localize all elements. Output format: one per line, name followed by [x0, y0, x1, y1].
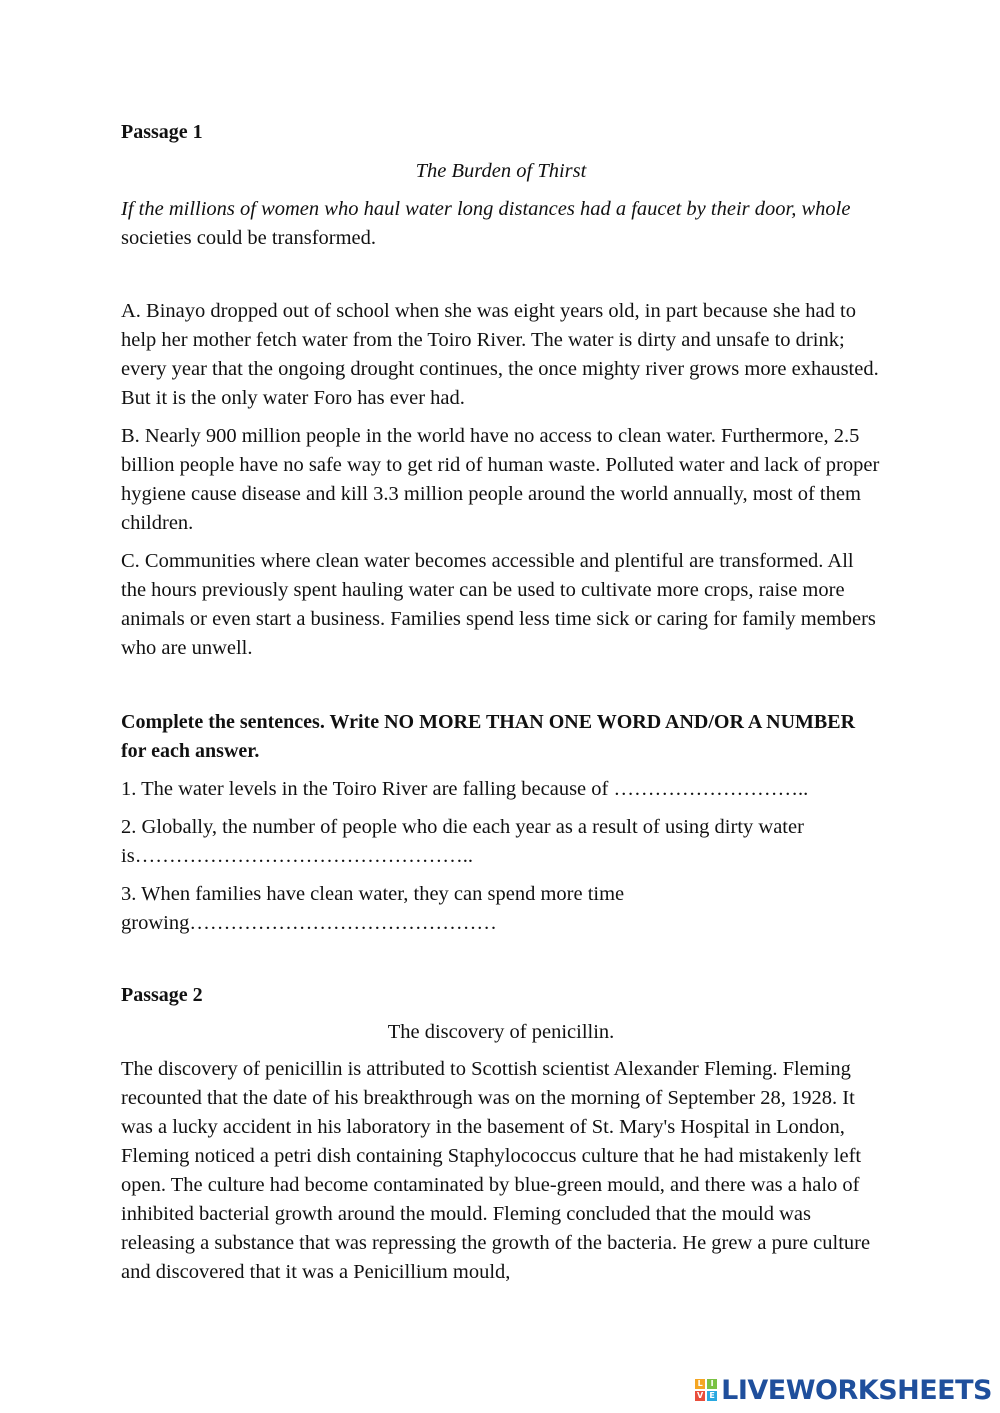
- paragraph-a: A. Binayo dropped out of school when she was eight years old, in part because she had to help her mother fetch water from the Toiro River. The water is dirty and unsafe to drink; every year that the ongoing drought continues, the once mighty river grows more exhausted. But it is the only water Foro has ever had.: [121, 300, 879, 409]
- paragraph-b: B. Nearly 900 million people in the world have no access to clean water. Furthermore, 2.5 billion people have no safe way to get rid of human waste. Polluted water and lack of proper hygiene cause disease and kill 3.3 million people around the world annually, most of them children.: [121, 425, 880, 534]
- logo-mark-letter: V: [697, 1391, 704, 1400]
- question-2: [121, 813, 881, 871]
- passage-2-title: The discovery of penicillin.: [387, 1021, 615, 1043]
- logo-mark-icon: [695, 1379, 717, 1401]
- logo-mark-letter: E: [707, 1391, 717, 1401]
- logo-mark-letter: L: [695, 1379, 705, 1389]
- passage-2-paragraph: The discovery of penicillin is attributed to Scottish scientist Alexander Fleming. Fleming recounted that the date of his breakthrough was on the morning of September 28, 1928. It was a lucky accident in his laboratory in the basement of St. Mary's Hospital in London, Fleming noticed a petri dish containing Staphylococcus culture that he had mistakenly left open. The culture had become contaminated by blue-green mould, and there was a halo of inhibited bacterial growth around the mould. Fleming concluded that the mould was releasing a substance that was repressing the growth of the bacteria. He grew a pure culture and discovered that it was a Penicillium mould,: [121, 1058, 871, 1283]
- subtitle-italic-part: If the millions of women who haul water long distances had a faucet by their door, whole: [121, 198, 851, 220]
- passage-2-heading: Passage 2: [121, 984, 203, 1006]
- answer-blank-1[interactable]: ………………………..: [613, 778, 809, 800]
- subtitle-plain-part: societies could be transformed.: [121, 227, 377, 249]
- worksheet-page: [121, 118, 881, 1296]
- question-1: [121, 775, 881, 804]
- passage-1-heading: Passage 1: [121, 121, 203, 143]
- passage-1-subtitle: [121, 195, 881, 253]
- question-2-text: 2. Globally, the number of people who die each year as a result of using dirty water is: [121, 816, 804, 867]
- passage-1-title: The Burden of Thirst: [415, 160, 587, 182]
- question-1-text: 1. The water levels in the Toiro River are falling because of: [121, 778, 614, 800]
- answer-blank-2[interactable]: …………………………………………..: [134, 845, 473, 867]
- question-3-text: 3. When families have clean water, they can spend more time growing: [121, 883, 625, 934]
- answer-blank-3[interactable]: ………………………………………: [189, 912, 497, 934]
- questions-instruction: Complete the sentences. Write NO MORE THAN ONE WORD AND/OR A NUMBER for each answer.: [121, 711, 856, 762]
- logo-mark-letter: I: [707, 1379, 717, 1389]
- liveworksheets-logo: [695, 1373, 992, 1407]
- question-3: [121, 880, 881, 938]
- paragraph-c: C. Communities where clean water becomes accessible and plentiful are transformed. All the hours previously spent hauling water can be used to cultivate more crops, raise more animals or even start a business. Families spend less time sick or caring for family members who are unwell.: [121, 550, 876, 659]
- logo-text: LIVEWORKSHEETS: [721, 1374, 992, 1406]
